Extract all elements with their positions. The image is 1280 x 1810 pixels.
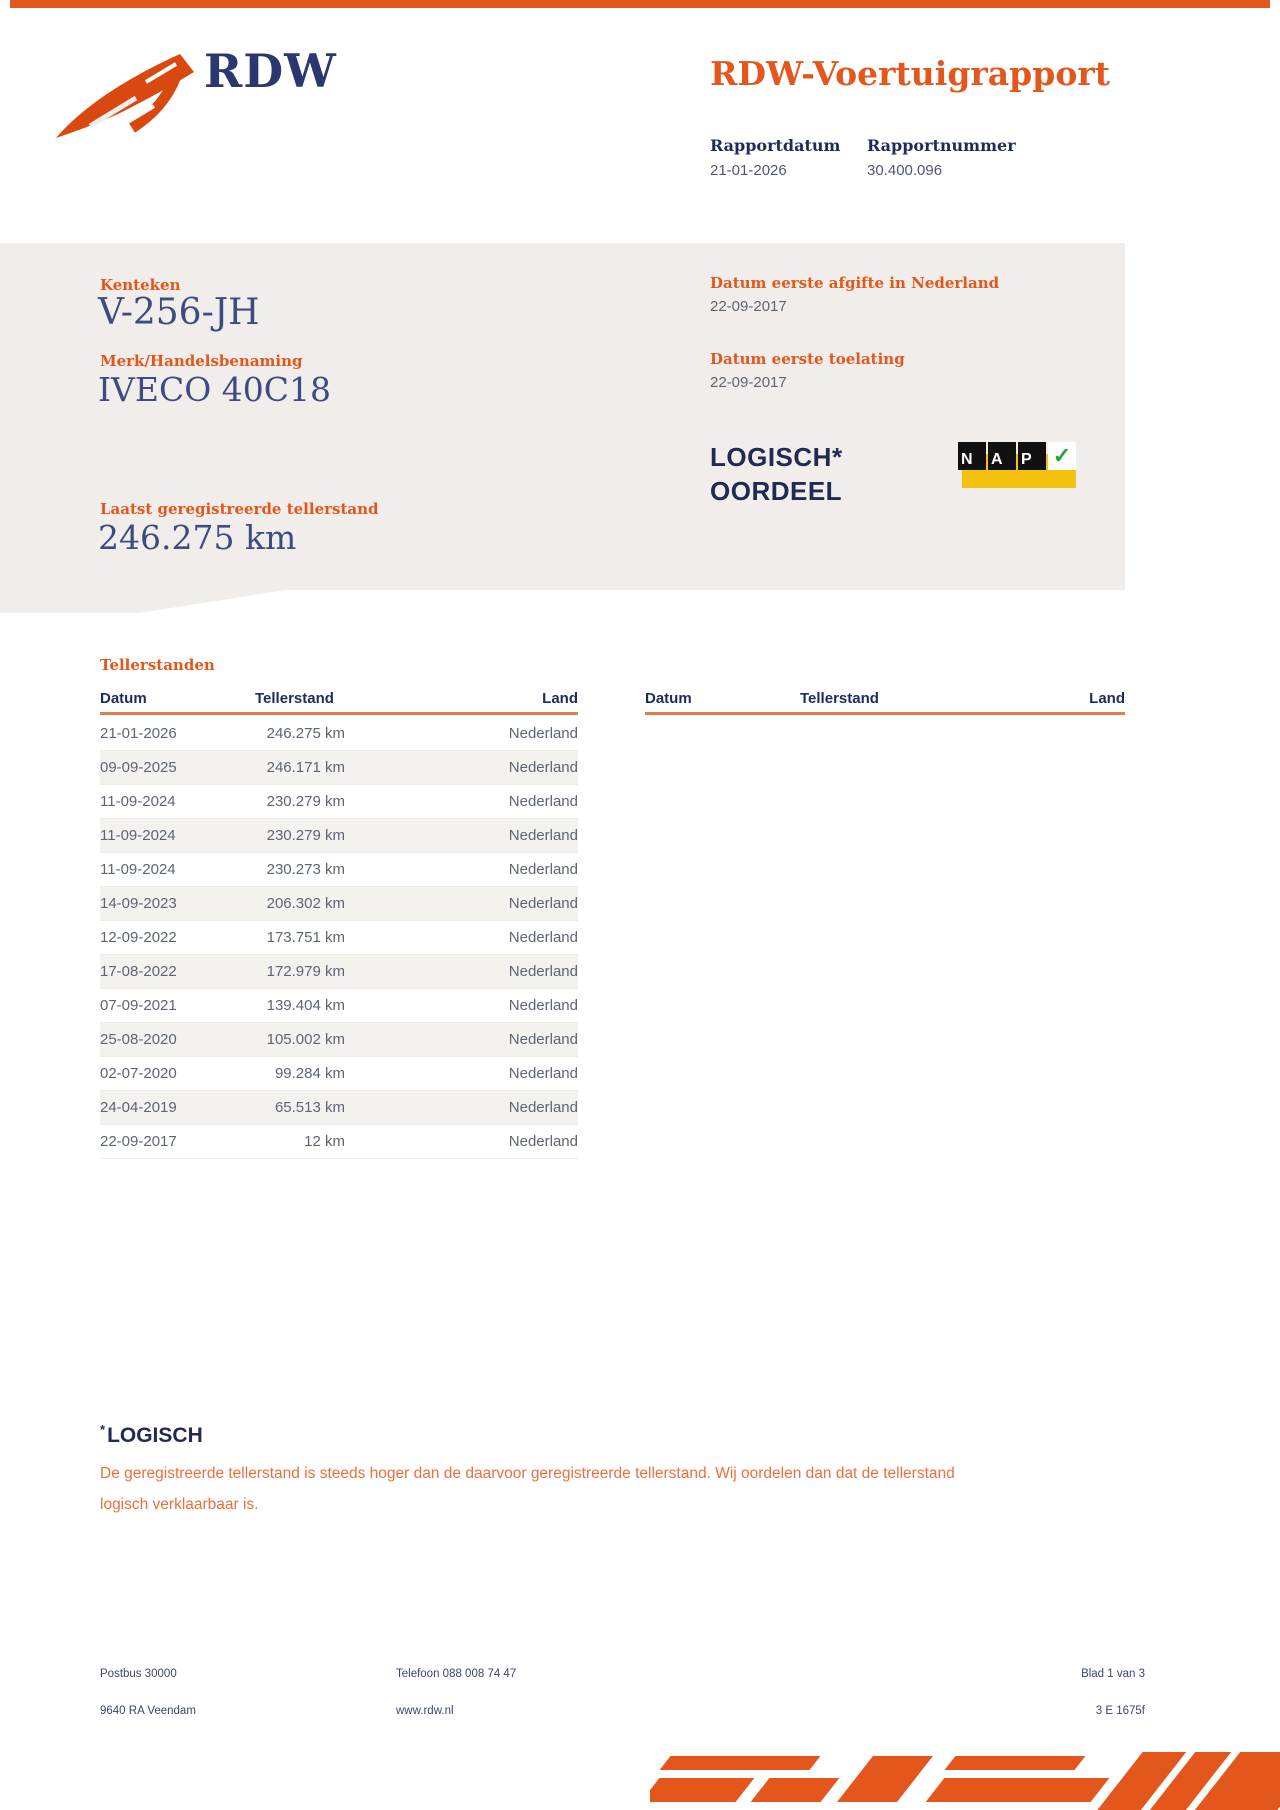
table-row (100, 717, 578, 751)
logisch-note-title-text: LOGISCH (107, 1424, 203, 1447)
cell-tellerstand: 230.273 km (266, 861, 345, 878)
cell-tellerstand: 12 km (304, 1133, 345, 1150)
cell-datum: 14-09-2023 (100, 895, 177, 912)
kenteken-label: Kenteken (100, 276, 181, 294)
asterisk-marker: * (100, 1422, 106, 1437)
footer-address-line2: 9640 RA Veendam (100, 1705, 196, 1717)
cell-tellerstand: 246.275 km (266, 725, 345, 742)
stripe-shape (660, 1756, 821, 1770)
cell-tellerstand: 172.979 km (266, 963, 345, 980)
cell-tellerstand: 206.302 km (266, 895, 345, 912)
table-header-rule-right (645, 712, 1125, 715)
eerste-afgifte-value: 22-09-2017 (710, 298, 787, 315)
report-date-label: Rapportdatum (710, 136, 841, 155)
column-header-datum: Datum (100, 690, 147, 707)
page-title: RDW-Voertuigrapport (710, 54, 1110, 93)
nap-logo (948, 440, 1076, 490)
eerste-afgifte-label: Datum eerste afgifte in Nederland (710, 274, 1000, 292)
tellerstanden-table-body (100, 717, 578, 1159)
kenteken-value: V-256-JH (98, 292, 260, 333)
column-header-datum: Datum (645, 690, 692, 707)
cell-datum: 22-09-2017 (100, 1133, 177, 1150)
laatste-tellerstand-value: 246.275 km (98, 518, 297, 557)
report-number-value: 30.400.096 (867, 162, 943, 179)
rdw-wordmark: RDW (204, 44, 337, 98)
footer-phone: Telefoon 088 008 74 47 (396, 1668, 517, 1680)
cell-datum: 11-09-2024 (100, 861, 176, 878)
cell-land: Nederland (508, 793, 578, 810)
cell-land: Nederland (508, 963, 578, 980)
stripe-shape (1097, 1752, 1280, 1810)
stripe-shape (751, 1778, 840, 1802)
cell-tellerstand: 139.404 km (266, 997, 345, 1014)
table-row (100, 819, 578, 853)
footer-form-code: 3 E 1675f (1095, 1705, 1145, 1717)
oordeel-line2: OORDEEL (710, 476, 843, 506)
cell-tellerstand: 65.513 km (274, 1099, 345, 1116)
stripe-shape (837, 1756, 933, 1802)
report-date-value: 21-01-2026 (710, 162, 787, 179)
cell-land: Nederland (508, 1031, 578, 1048)
nap-letter-a: A (988, 442, 1016, 470)
footer-website: www.rdw.nl (396, 1705, 454, 1717)
cell-tellerstand: 230.279 km (266, 827, 345, 844)
cell-datum: 24-04-2019 (100, 1099, 177, 1116)
nap-letter-n: N (958, 442, 986, 470)
eerste-toelating-label: Datum eerste toelating (710, 350, 905, 368)
cell-land: Nederland (508, 759, 578, 776)
cell-tellerstand: 230.279 km (266, 793, 345, 810)
eerste-toelating-value: 22-09-2017 (710, 374, 787, 391)
oordeel-line1: LOGISCH* (710, 442, 843, 472)
laatste-tellerstand-label: Laatst geregistreerde tellerstand (100, 500, 379, 518)
table-row (100, 887, 578, 921)
cell-tellerstand: 173.751 km (266, 929, 345, 946)
cell-datum: 12-09-2022 (100, 929, 177, 946)
rdw-feather-logo-icon (50, 48, 200, 148)
cell-datum: 11-09-2024 (100, 827, 176, 844)
column-header-land: Land (1089, 690, 1125, 707)
table-row (100, 1057, 578, 1091)
merk-label: Merk/Handelsbenaming (100, 352, 303, 370)
cell-land: Nederland (508, 895, 578, 912)
cell-land: Nederland (508, 997, 578, 1014)
cell-land: Nederland (508, 1065, 578, 1082)
table-row (100, 955, 578, 989)
table-row (100, 989, 578, 1023)
cell-land: Nederland (508, 1133, 578, 1150)
tellerstanden-table-header-right (645, 690, 1125, 712)
merk-value: IVECO 40C18 (98, 370, 331, 409)
table-row (100, 1125, 578, 1159)
cell-datum: 25-08-2020 (100, 1031, 177, 1048)
nap-check-icon: ✓ (1048, 442, 1076, 470)
bottom-stripes-graphic (650, 1752, 1280, 1810)
cell-datum: 07-09-2021 (100, 997, 177, 1014)
cell-land: Nederland (508, 861, 578, 878)
tellerstanden-table-header-left (100, 690, 578, 712)
cell-datum: 21-01-2026 (100, 725, 177, 742)
logisch-note-title (100, 1424, 203, 1448)
table-row (100, 921, 578, 955)
table-row (100, 785, 578, 819)
cell-land: Nederland (508, 725, 578, 742)
top-accent-bar (10, 0, 1270, 8)
stripe-shape (926, 1778, 1110, 1802)
table-row (100, 1091, 578, 1125)
logisch-note-text: De geregistreerde tellerstand is steeds hoger dan de daarvoor geregistreerde tellerstand. Wij oordelen dan dat de tellerstand logisch verklaarbaar is. (100, 1465, 955, 1513)
cell-tellerstand: 246.171 km (266, 759, 345, 776)
column-header-tellerstand: Tellerstand (255, 690, 334, 707)
cell-datum: 02-07-2020 (100, 1065, 177, 1082)
nap-letter-p: P (1018, 442, 1046, 470)
cell-land: Nederland (508, 827, 578, 844)
footer-address-line1: Postbus 30000 (100, 1668, 177, 1680)
table-header-rule-left (100, 712, 578, 715)
cell-tellerstand: 105.002 km (266, 1031, 345, 1048)
cell-tellerstand: 99.284 km (274, 1065, 345, 1082)
cell-datum: 17-08-2022 (100, 963, 177, 980)
cell-datum: 09-09-2025 (100, 759, 177, 776)
stripe-shape (650, 1778, 754, 1802)
tellerstanden-section-title: Tellerstanden (100, 656, 215, 674)
column-header-land: Land (542, 690, 578, 707)
table-row (100, 853, 578, 887)
column-header-tellerstand: Tellerstand (800, 690, 879, 707)
table-row (100, 1023, 578, 1057)
cell-land: Nederland (508, 1099, 578, 1116)
cell-land: Nederland (508, 929, 578, 946)
table-row (100, 751, 578, 785)
report-number-label: Rapportnummer (867, 136, 1016, 155)
footer-page-indicator: Blad 1 van 3 (1081, 1668, 1145, 1680)
cell-datum: 11-09-2024 (100, 793, 176, 810)
stripe-shape (945, 1756, 1086, 1770)
